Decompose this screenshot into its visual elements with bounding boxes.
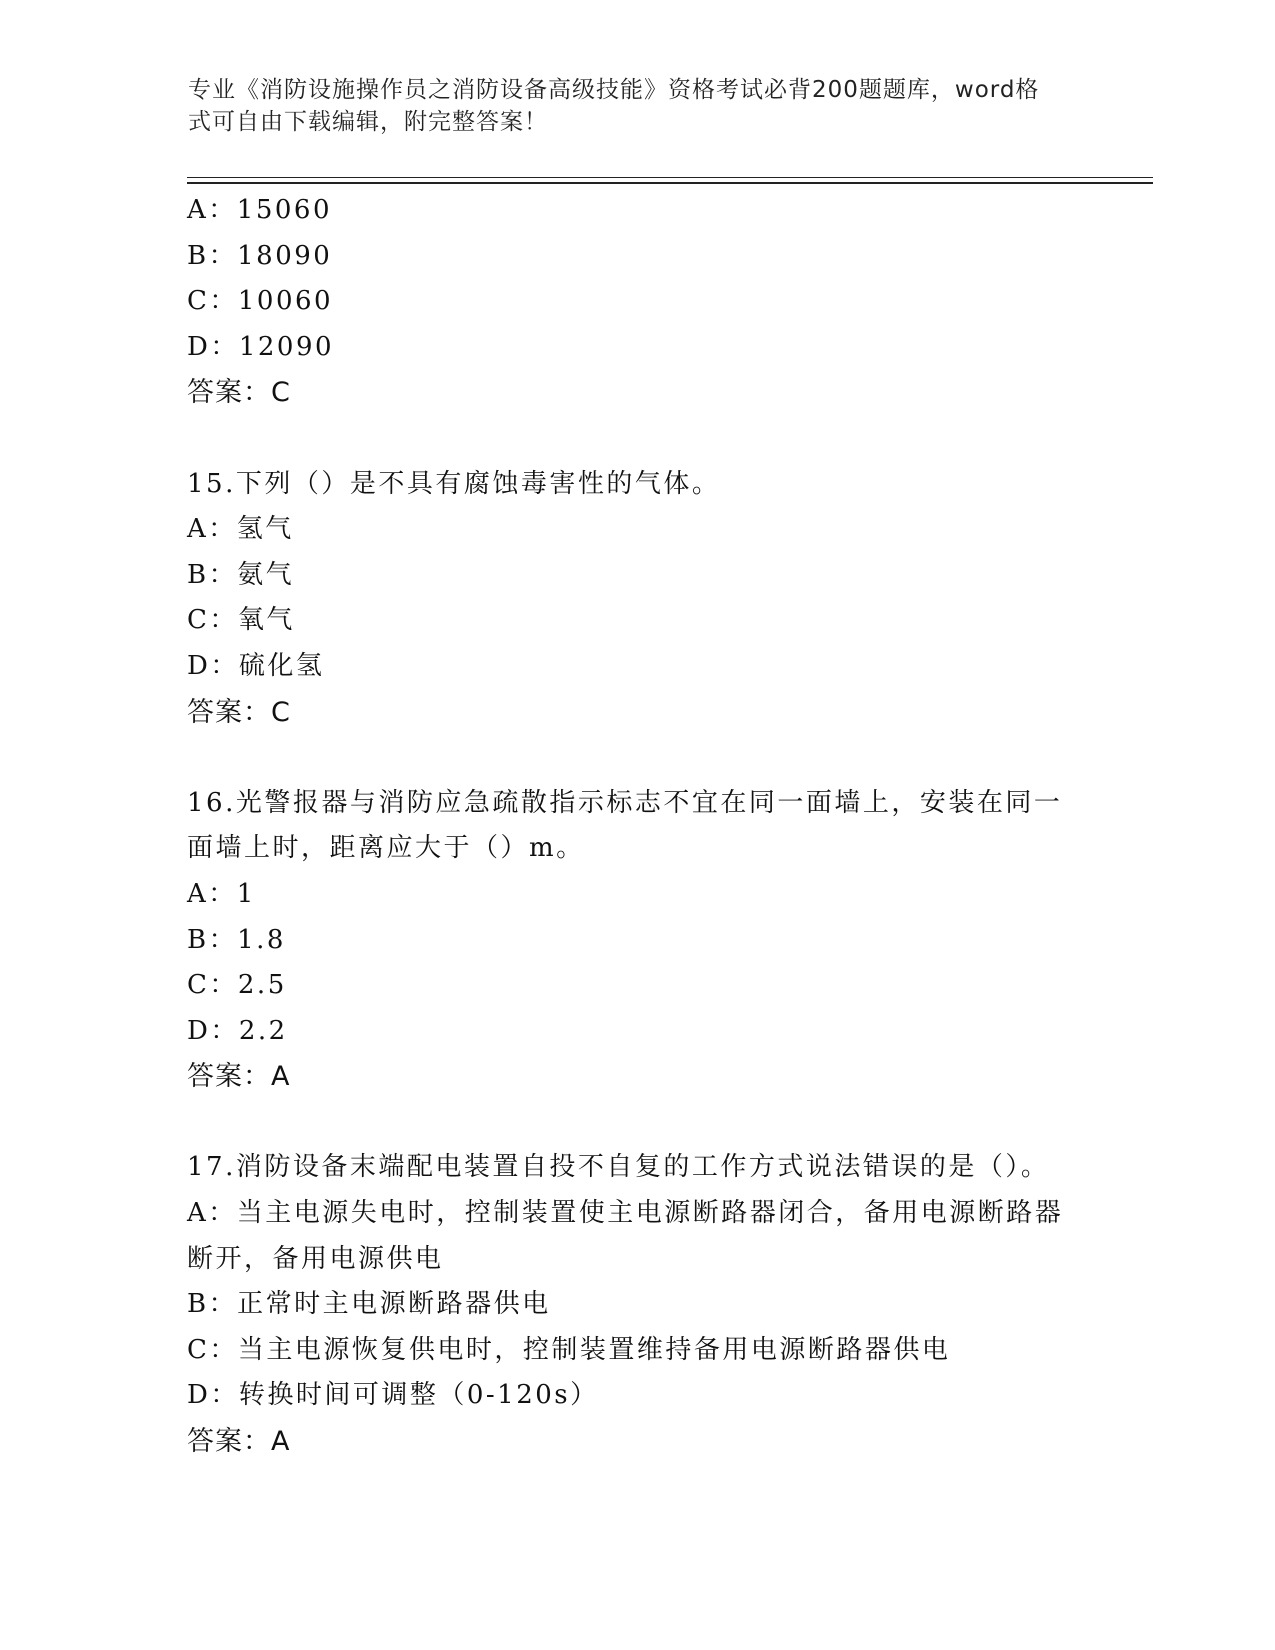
- option-a: A：15060: [187, 195, 332, 225]
- spacer: [187, 1100, 1087, 1146]
- question-17: [187, 1145, 1087, 1464]
- document-header: [188, 74, 1068, 138]
- spacer: [187, 416, 1087, 462]
- option-b: B：氨气: [187, 559, 295, 590]
- option-d: D：转换时间可调整（0-120s）: [187, 1380, 599, 1411]
- option-b: B：1.8: [187, 924, 286, 955]
- question-stem-line-2: 面墙上时，距离应大于（）m。: [187, 833, 585, 864]
- option-d: D：2.2: [187, 1015, 288, 1046]
- question-list: [187, 188, 1087, 1465]
- option-c: C：10060: [187, 286, 334, 317]
- question-stem: 17.消防设备末端配电装置自投不自复的工作方式说法错误的是（）。: [187, 1152, 1050, 1183]
- option-a: A：1: [187, 878, 256, 909]
- option-b: B：正常时主电源断路器供电: [187, 1289, 551, 1320]
- option-a: A：氢气: [187, 514, 294, 545]
- option-d: D：硫化氢: [187, 650, 325, 681]
- header-line-2: 式可自由下载编辑，附完整答案！: [188, 109, 548, 135]
- header-rule-thick: [187, 182, 1153, 184]
- question-stem-line-1: 16.光警报器与消防应急疏散指示标志不宜在同一面墙上，安装在同一: [187, 787, 1063, 818]
- answer: 答案：C: [187, 696, 291, 728]
- answer: 答案：A: [187, 1426, 291, 1458]
- option-c: C：2.5: [187, 970, 287, 1001]
- header-line-1: 专业《消防设施操作员之消防设备高级技能》资格考试必背200题题库，word格: [188, 77, 1040, 103]
- question-16: [187, 781, 1087, 1100]
- option-a-line-1: A：当主电源失电时，控制装置使主电源断路器闭合，备用电源断路器: [187, 1198, 1064, 1229]
- question-stem: 15.下列（）是不具有腐蚀毒害性的气体。: [187, 468, 721, 499]
- question-14-continued: [187, 188, 1087, 416]
- answer: 答案：C: [187, 377, 291, 409]
- option-c: C：当主电源恢复供电时，控制装置维持备用电源断路器供电: [187, 1334, 951, 1365]
- question-15: [187, 462, 1087, 736]
- header-rule-thin: [187, 177, 1153, 178]
- spacer: [187, 735, 1087, 781]
- answer: 答案：A: [187, 1061, 291, 1093]
- option-a-line-2: 断开，备用电源供电: [187, 1243, 444, 1274]
- option-d: D：12090: [187, 331, 335, 362]
- option-c: C：氧气: [187, 605, 295, 636]
- option-b: B：18090: [187, 240, 333, 271]
